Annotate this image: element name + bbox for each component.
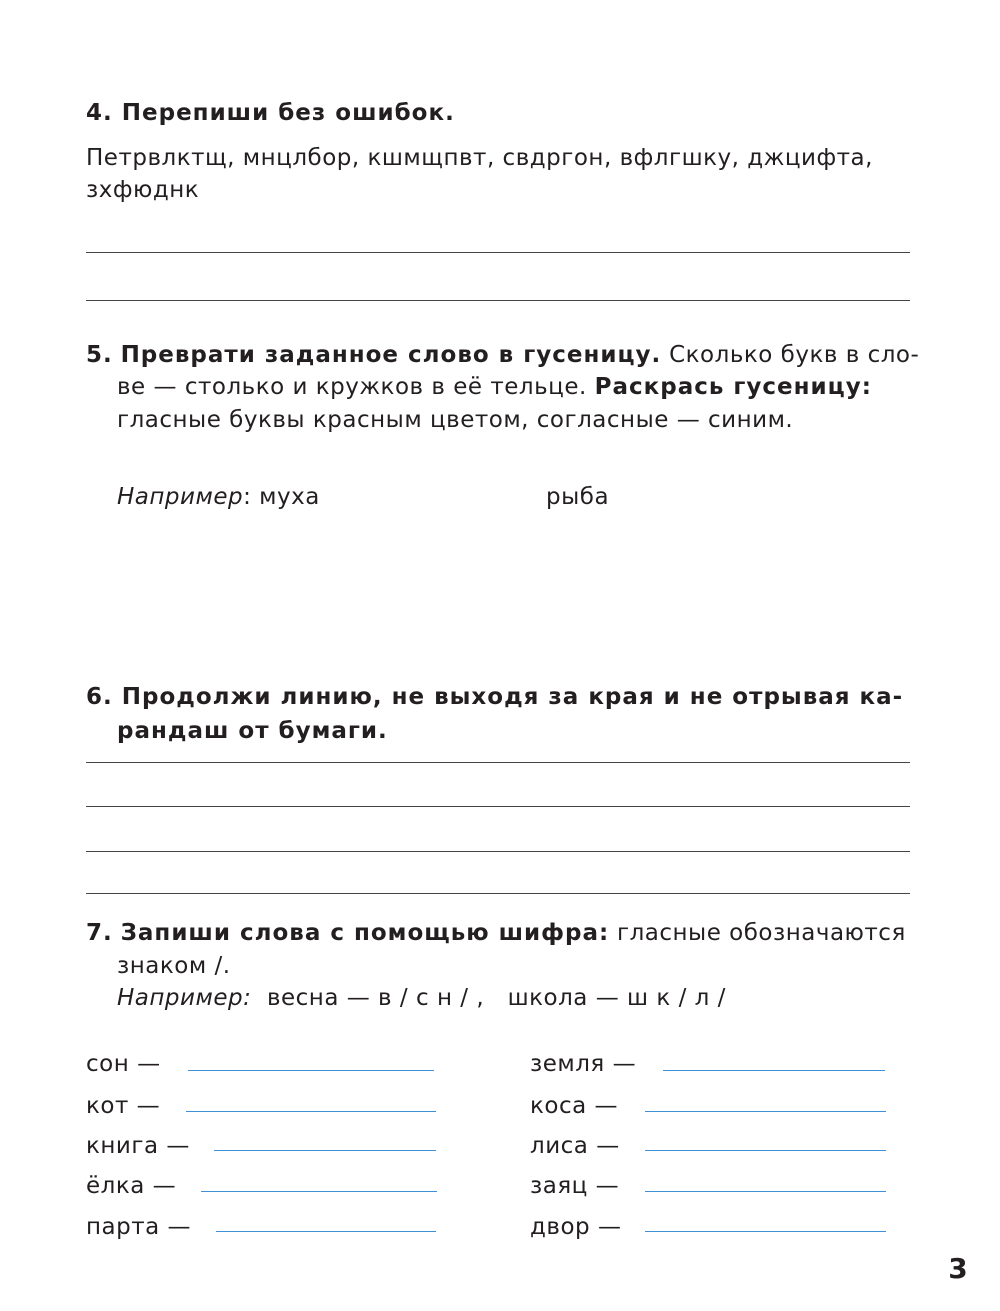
- word-yolka: ёлка —: [86, 1173, 177, 1199]
- arrow-head: [166, 826, 176, 836]
- task7-example-text: весна — в / с н / , школа — ш к / л /: [266, 985, 726, 1011]
- answer-line[interactable]: [645, 1150, 886, 1151]
- writing-line[interactable]: [86, 252, 910, 253]
- arrow-head: [166, 870, 176, 880]
- word-kot: кот —: [86, 1093, 161, 1119]
- task5-line3: гласные буквы красным цветом, согласные — синим.: [117, 407, 794, 433]
- letter-a: А: [340, 597, 358, 625]
- answer-line[interactable]: [645, 1111, 886, 1112]
- task7-number: 7.: [86, 920, 113, 946]
- arrow-head: [166, 780, 176, 790]
- example-colon: :: [243, 484, 252, 510]
- track-line: [86, 893, 910, 894]
- task4-title: Перепиши без ошибок.: [121, 100, 455, 126]
- word-lisa: лиса —: [530, 1133, 620, 1159]
- answer-line[interactable]: [186, 1111, 436, 1112]
- task5-title: Преврати заданное слово в гусеницу.: [120, 342, 662, 368]
- answer-line[interactable]: [216, 1231, 436, 1232]
- task7-rest2: знаком /.: [117, 953, 231, 979]
- track-line: [86, 851, 910, 852]
- task7-example-label: Например:: [117, 985, 252, 1011]
- task7-title: Запиши слова с помощью шифра:: [120, 920, 610, 946]
- task7-heading: [86, 920, 906, 946]
- task5-example: [117, 484, 320, 510]
- word-son: сон —: [86, 1051, 161, 1077]
- task6-number: 6.: [86, 684, 113, 710]
- task4-number: 4.: [86, 100, 113, 126]
- task5-line2: [117, 374, 872, 400]
- task6-heading: [86, 684, 903, 710]
- page-number: 3: [948, 1252, 968, 1285]
- task4-heading: [86, 100, 455, 126]
- example-label: Например: [117, 484, 244, 510]
- letter-kh: Х: [288, 590, 306, 618]
- task5-line2-text: ве — столько и кружков в её тельце.: [117, 374, 587, 400]
- word-zayats: заяц —: [530, 1173, 620, 1199]
- answer-line[interactable]: [645, 1231, 886, 1232]
- answer-line[interactable]: [214, 1150, 436, 1151]
- answer-line[interactable]: [663, 1070, 885, 1071]
- task5-word: рыба: [546, 484, 610, 510]
- word-dvor: двор —: [530, 1214, 622, 1240]
- book-icon: [22, 1237, 134, 1311]
- word-kniga: книга —: [86, 1133, 190, 1159]
- example-word: муха: [259, 484, 320, 510]
- answer-line[interactable]: [645, 1191, 886, 1192]
- task6-title-line1: Продолжи линию, не выходя за края и не отрывая ка-: [121, 684, 904, 710]
- task5-number: 5.: [86, 342, 113, 368]
- task5-line2-bold: Раскрась гусеницу:: [594, 374, 872, 400]
- letter-u: У: [239, 582, 255, 610]
- task6-title-line2: рандаш от бумаги.: [117, 718, 388, 744]
- task4-text-line1: Петрвлктщ, мнцлбор, кшмщпвт, свдргон, вфлгшку, джцифта,: [86, 145, 873, 171]
- task4-text-line2: зхфюднк: [86, 177, 200, 203]
- answer-line[interactable]: [188, 1070, 434, 1071]
- dashed-swirl: [110, 1240, 920, 1291]
- word-kosa: коса —: [530, 1093, 619, 1119]
- word-parta: парта —: [86, 1214, 192, 1240]
- letter-m: М: [183, 576, 205, 604]
- task5-line1: [86, 342, 919, 368]
- task5-line1-rest: Сколько букв в сло-: [669, 342, 920, 368]
- track-line: [86, 806, 910, 807]
- task7-example: [117, 985, 726, 1011]
- task7-rest1: гласные обозначаются: [616, 920, 906, 946]
- writing-line[interactable]: [86, 300, 910, 301]
- answer-line[interactable]: [201, 1191, 437, 1192]
- track-line: [86, 762, 910, 763]
- word-zemlya: земля —: [530, 1051, 637, 1077]
